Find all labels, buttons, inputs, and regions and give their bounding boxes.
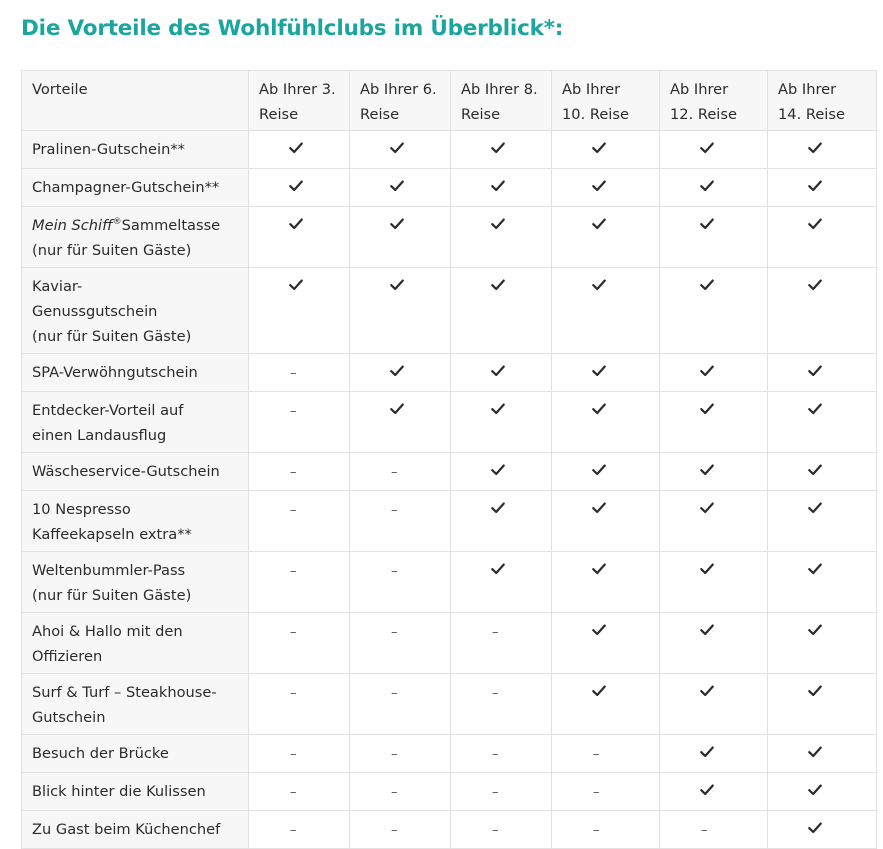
included-cell (660, 392, 768, 453)
header-column: Ab Ihrer 12. Reise (660, 71, 768, 131)
included-cell (350, 268, 451, 354)
benefit-label (22, 131, 249, 169)
check-icon (700, 685, 714, 699)
check-icon (700, 784, 714, 798)
check-icon (390, 218, 404, 232)
included-cell (768, 268, 877, 354)
benefit-label-line: Entdecker-Vorteil auf (32, 402, 184, 419)
not-included-cell (451, 613, 552, 674)
check-icon (390, 279, 404, 293)
benefit-label (22, 552, 249, 613)
check-icon (808, 218, 822, 232)
included-cell (768, 613, 877, 674)
check-icon (390, 403, 404, 417)
dash-icon: – (492, 785, 499, 800)
benefit-label-line: Kaviar- (32, 278, 83, 295)
table-row (22, 811, 877, 849)
check-icon (700, 502, 714, 516)
benefit-label-line: Pralinen-Gutschein** (32, 141, 185, 158)
dash-icon: – (290, 366, 297, 381)
table-row (22, 773, 877, 811)
check-icon (491, 142, 505, 156)
table-row (22, 207, 877, 268)
table-row (22, 453, 877, 491)
check-icon (700, 365, 714, 379)
included-cell (660, 552, 768, 613)
not-included-cell (249, 674, 350, 735)
brand-name: Mein Schiff (32, 217, 113, 234)
included-cell (552, 674, 660, 735)
benefit-label (22, 453, 249, 491)
included-cell (552, 453, 660, 491)
check-icon (491, 218, 505, 232)
not-included-cell (350, 453, 451, 491)
benefit-label-line: Weltenbummler-Pass (32, 562, 186, 579)
check-icon (491, 279, 505, 293)
dash-icon: – (391, 465, 398, 480)
not-included-cell (350, 613, 451, 674)
check-icon (808, 180, 822, 194)
page-title: Die Vorteile des Wohlfühlclubs im Überblick*: (21, 16, 564, 41)
benefit-label (22, 491, 249, 552)
included-cell (451, 207, 552, 268)
included-cell (552, 552, 660, 613)
check-icon (700, 746, 714, 760)
dash-icon: – (593, 823, 600, 838)
check-icon (592, 403, 606, 417)
included-cell (768, 811, 877, 849)
table-row (22, 491, 877, 552)
benefit-label-line: 10 Nespresso (32, 501, 131, 518)
table-row (22, 613, 877, 674)
included-cell (451, 491, 552, 552)
dash-icon: – (593, 785, 600, 800)
benefit-label-line: (nur für Suiten Gäste) (32, 587, 192, 604)
included-cell (768, 354, 877, 392)
check-icon (592, 563, 606, 577)
included-cell (451, 169, 552, 207)
included-cell (552, 491, 660, 552)
dash-icon: – (290, 823, 297, 838)
dash-icon: – (492, 747, 499, 762)
included-cell (660, 613, 768, 674)
check-icon (390, 365, 404, 379)
check-icon (592, 685, 606, 699)
header-column: Ab Ihrer 14. Reise (768, 71, 877, 131)
included-cell (768, 392, 877, 453)
dash-icon: – (290, 404, 297, 419)
benefit-label (22, 268, 249, 354)
check-icon (592, 624, 606, 638)
not-included-cell (249, 392, 350, 453)
dash-icon: – (391, 785, 398, 800)
benefits-table (21, 70, 877, 849)
not-included-cell (249, 811, 350, 849)
not-included-cell (249, 491, 350, 552)
header-column: Ab Ihrer 8. Reise (451, 71, 552, 131)
check-icon (289, 279, 303, 293)
benefit-label (22, 674, 249, 735)
included-cell (660, 354, 768, 392)
dash-icon: – (391, 564, 398, 579)
check-icon (289, 180, 303, 194)
table-row (22, 552, 877, 613)
benefit-label-line: Gutschein (32, 709, 106, 726)
included-cell (768, 735, 877, 773)
included-cell (350, 354, 451, 392)
table-row (22, 268, 877, 354)
included-cell (768, 773, 877, 811)
not-included-cell (350, 773, 451, 811)
not-included-cell (249, 453, 350, 491)
check-icon (592, 218, 606, 232)
table-row (22, 674, 877, 735)
included-cell (451, 354, 552, 392)
benefit-label (22, 613, 249, 674)
check-icon (592, 464, 606, 478)
registered-mark: ® (112, 217, 122, 228)
dash-icon: – (391, 503, 398, 518)
check-icon (700, 279, 714, 293)
benefit-label-line: Offizieren (32, 648, 103, 665)
dash-icon: – (492, 625, 499, 640)
dash-icon: – (290, 686, 297, 701)
header-column: Ab Ihrer 10. Reise (552, 71, 660, 131)
check-icon (289, 142, 303, 156)
included-cell (660, 268, 768, 354)
not-included-cell (350, 674, 451, 735)
included-cell (552, 268, 660, 354)
not-included-cell (249, 613, 350, 674)
included-cell (660, 131, 768, 169)
check-icon (700, 218, 714, 232)
dash-icon: – (391, 625, 398, 640)
check-icon (808, 403, 822, 417)
benefit-label (22, 735, 249, 773)
included-cell (552, 392, 660, 453)
dash-icon: – (492, 686, 499, 701)
included-cell (249, 131, 350, 169)
included-cell (249, 268, 350, 354)
included-cell (552, 131, 660, 169)
check-icon (491, 365, 505, 379)
included-cell (768, 491, 877, 552)
check-icon (592, 180, 606, 194)
included-cell (768, 674, 877, 735)
benefit-label (22, 207, 249, 268)
not-included-cell (451, 773, 552, 811)
included-cell (660, 491, 768, 552)
benefit-label (22, 811, 249, 849)
dash-icon: – (290, 564, 297, 579)
header-vorteile: Vorteile (22, 71, 249, 131)
benefit-label-line: Ahoi & Hallo mit den (32, 623, 183, 640)
dash-icon: – (391, 747, 398, 762)
benefit-label-line: Surf & Turf – Steakhouse- (32, 684, 217, 701)
included-cell (350, 392, 451, 453)
check-icon (592, 142, 606, 156)
not-included-cell (552, 811, 660, 849)
check-icon (491, 464, 505, 478)
included-cell (660, 207, 768, 268)
check-icon (808, 746, 822, 760)
dash-icon: – (492, 823, 499, 838)
included-cell (660, 169, 768, 207)
included-cell (660, 735, 768, 773)
benefit-label-line: (nur für Suiten Gäste) (32, 242, 192, 259)
table-row (22, 131, 877, 169)
dash-icon: – (290, 503, 297, 518)
benefit-label-line: Besuch der Brücke (32, 745, 169, 762)
dash-icon: – (701, 823, 708, 838)
check-icon (390, 180, 404, 194)
dash-icon: – (290, 785, 297, 800)
included-cell (552, 207, 660, 268)
dash-icon: – (290, 747, 297, 762)
dash-icon: – (593, 747, 600, 762)
included-cell (350, 169, 451, 207)
benefit-label-line: Genussgutschein (32, 303, 158, 320)
dash-icon: – (290, 465, 297, 480)
benefit-label-line: SPA-Verwöhngutschein (32, 364, 198, 381)
benefit-label-line: einen Landausflug (32, 427, 167, 444)
included-cell (768, 552, 877, 613)
included-cell (249, 169, 350, 207)
included-cell (552, 613, 660, 674)
included-cell (451, 268, 552, 354)
check-icon (491, 180, 505, 194)
not-included-cell (249, 552, 350, 613)
table-row (22, 354, 877, 392)
benefit-label (22, 169, 249, 207)
table-row (22, 392, 877, 453)
check-icon (289, 218, 303, 232)
included-cell (768, 207, 877, 268)
check-icon (592, 279, 606, 293)
table-body (22, 131, 877, 849)
check-icon (700, 464, 714, 478)
dash-icon: – (391, 823, 398, 838)
benefit-label-line: Kaffeekapseln extra** (32, 526, 192, 543)
not-included-cell (451, 674, 552, 735)
benefit-label-line: Blick hinter die Kulissen (32, 783, 206, 800)
included-cell (552, 169, 660, 207)
included-cell (768, 453, 877, 491)
not-included-cell (350, 491, 451, 552)
not-included-cell (451, 811, 552, 849)
included-cell (451, 392, 552, 453)
included-cell (451, 552, 552, 613)
benefit-label (22, 392, 249, 453)
not-included-cell (350, 811, 451, 849)
check-icon (700, 624, 714, 638)
not-included-cell (451, 735, 552, 773)
included-cell (660, 453, 768, 491)
check-icon (390, 142, 404, 156)
benefit-label-line: Wäscheservice-Gutschein (32, 463, 220, 480)
not-included-cell (350, 735, 451, 773)
not-included-cell (249, 773, 350, 811)
check-icon (808, 464, 822, 478)
included-cell (249, 207, 350, 268)
table-row (22, 169, 877, 207)
check-icon (808, 142, 822, 156)
benefit-label (22, 354, 249, 392)
header-column: Ab Ihrer 3. Reise (249, 71, 350, 131)
not-included-cell (249, 354, 350, 392)
check-icon (808, 624, 822, 638)
not-included-cell (249, 735, 350, 773)
table-row (22, 735, 877, 773)
included-cell (768, 169, 877, 207)
included-cell (451, 453, 552, 491)
benefit-label (22, 773, 249, 811)
check-icon (808, 502, 822, 516)
dash-icon: – (290, 625, 297, 640)
header-column: Ab Ihrer 6. Reise (350, 71, 451, 131)
check-icon (808, 822, 822, 836)
check-icon (700, 142, 714, 156)
not-included-cell (552, 773, 660, 811)
dash-icon: – (391, 686, 398, 701)
check-icon (808, 784, 822, 798)
included-cell (350, 207, 451, 268)
included-cell (552, 354, 660, 392)
not-included-cell (660, 811, 768, 849)
included-cell (660, 773, 768, 811)
included-cell (768, 131, 877, 169)
check-icon (808, 279, 822, 293)
included-cell (660, 674, 768, 735)
table-header-row (22, 71, 877, 131)
check-icon (491, 502, 505, 516)
check-icon (700, 180, 714, 194)
benefit-label-line: Champagner-Gutschein** (32, 179, 220, 196)
included-cell (451, 131, 552, 169)
not-included-cell (552, 735, 660, 773)
check-icon (592, 365, 606, 379)
benefit-label-line: (nur für Suiten Gäste) (32, 328, 192, 345)
check-icon (592, 502, 606, 516)
not-included-cell (350, 552, 451, 613)
benefit-label-line: Zu Gast beim Küchenchef (32, 821, 221, 838)
check-icon (700, 563, 714, 577)
check-icon (491, 403, 505, 417)
check-icon (700, 403, 714, 417)
check-icon (808, 563, 822, 577)
included-cell (350, 131, 451, 169)
check-icon (808, 685, 822, 699)
check-icon (491, 563, 505, 577)
check-icon (808, 365, 822, 379)
benefit-label-text: Sammeltasse (121, 217, 221, 234)
